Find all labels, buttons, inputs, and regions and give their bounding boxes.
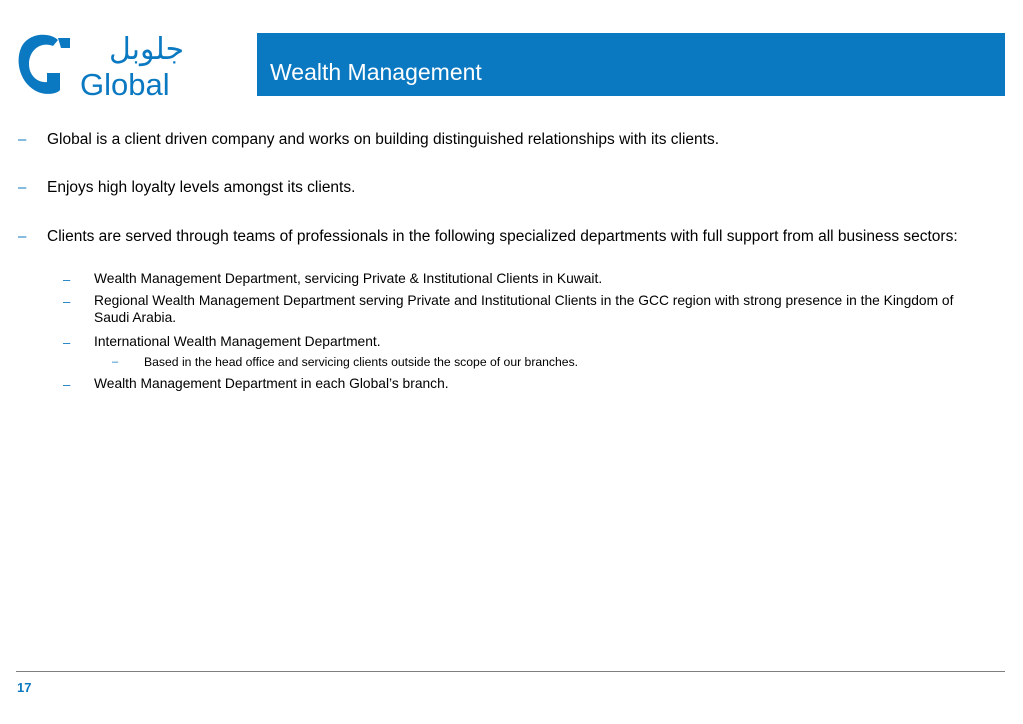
sub-sub-bullet-dash: – (112, 356, 119, 368)
page-number: 17 (17, 680, 32, 695)
bullet-text: Clients are served through teams of professionals in the following specialized departments with full support from all business sectors: (47, 228, 958, 245)
logo-arabic-text: جلوبل (108, 32, 184, 67)
sub-bullet-dash: – (63, 294, 71, 309)
bullet-item (18, 179, 998, 199)
sub-bullet-item (63, 376, 993, 394)
bullet-text: Global is a client driven company and works on building distinguished relationships with its clients. (47, 131, 720, 148)
bullet-item (18, 131, 998, 151)
slide-title: Wealth Management (270, 59, 482, 85)
sub-bullet-item (63, 334, 993, 352)
sub-sub-bullet-text: Based in the head office and servicing clients outside the scope of our branches. (144, 355, 579, 369)
sub-bullet-text: Regional Wealth Management Department serving Private and Institutional Clients in the GCC region with strong presence in the Kingdom of Saudi Arabia. (94, 293, 954, 325)
bullet-item (18, 228, 998, 268)
sub-bullet-text: International Wealth Management Department. (94, 334, 381, 349)
sub-bullet-dash: – (63, 377, 71, 392)
sub-sub-bullet-item (112, 355, 992, 371)
bullet-dash: – (18, 131, 27, 148)
sub-bullet-dash: – (63, 272, 71, 287)
sub-bullet-text: Wealth Management Department in each Global’s branch. (94, 376, 449, 391)
sub-bullet-item (63, 271, 993, 289)
footer-divider (16, 671, 1005, 672)
logo-latin-text: Global (80, 67, 170, 102)
bullet-dash: – (18, 179, 27, 196)
bullet-text: Enjoys high loyalty levels amongst its clients. (47, 179, 356, 196)
sub-bullet-item (63, 293, 993, 331)
bullet-dash: – (18, 228, 27, 245)
sub-bullet-dash: – (63, 335, 71, 350)
sub-bullet-text: Wealth Management Department, servicing Private & Institutional Clients in Kuwait. (94, 271, 603, 286)
